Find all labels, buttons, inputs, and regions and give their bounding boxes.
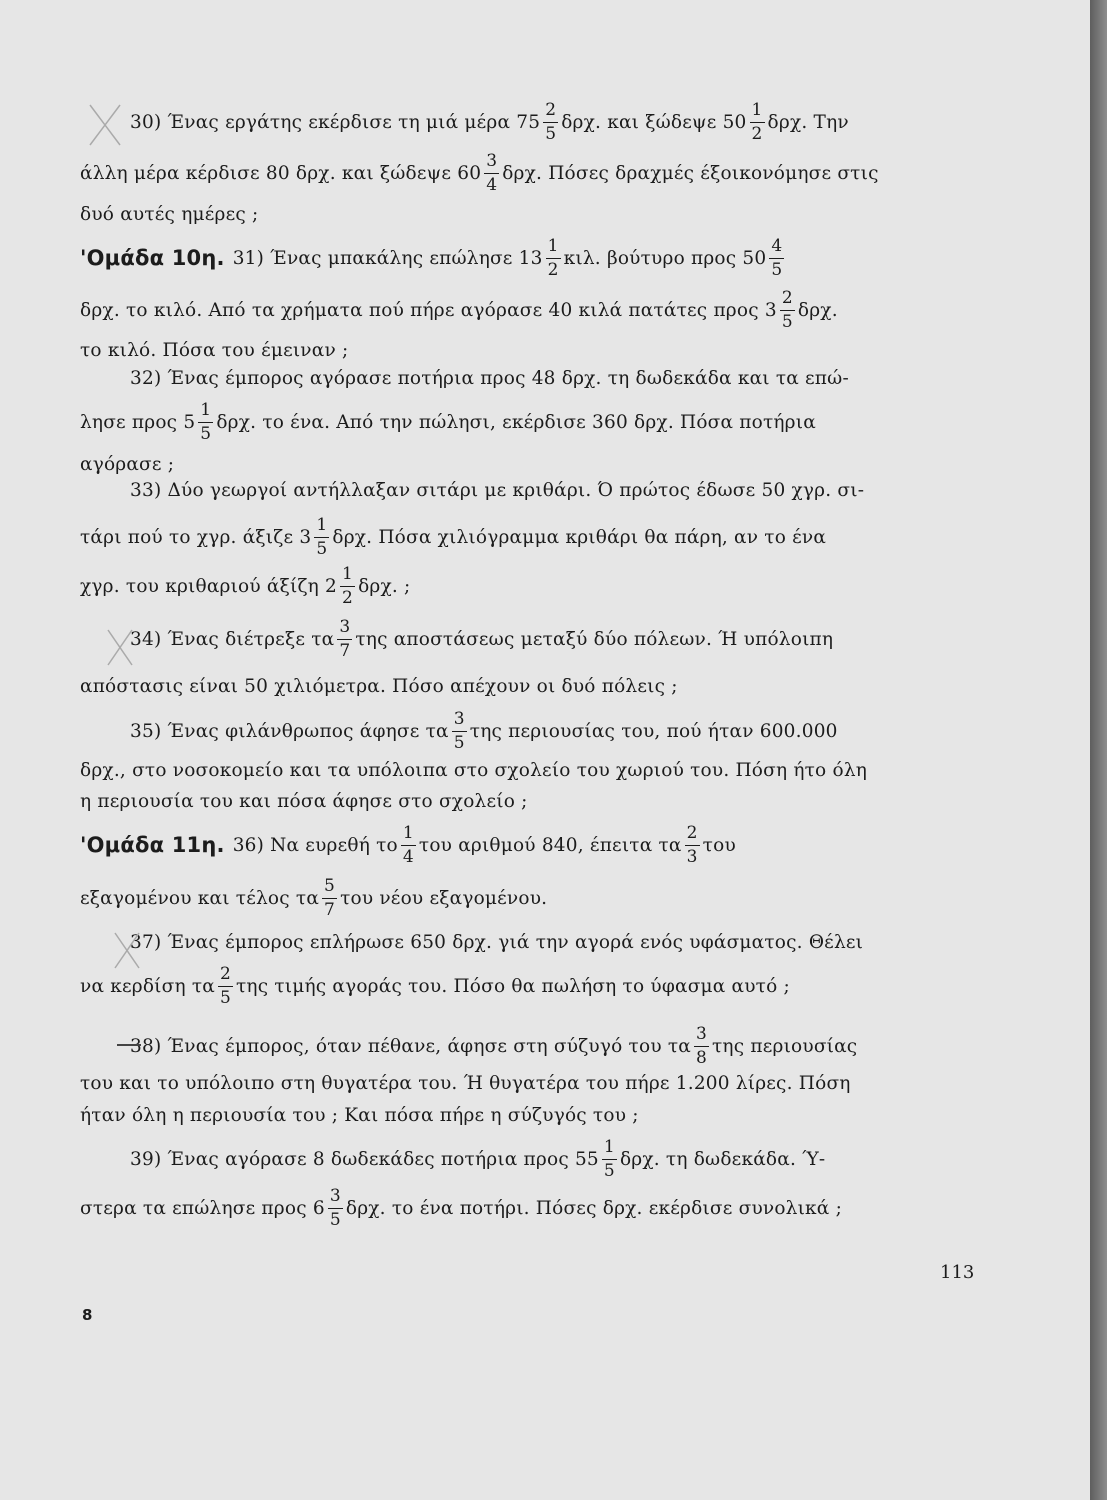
p39-line1: 39) Ένας αγόρασε 8 δωδεκάδες ποτήρια προς 55 $\frac{1}{5}$ δρχ. τη δωδεκάδα. Ύ- <box>130 1136 826 1181</box>
p33-line1: 33) Δύο γεωργοί αντήλλαξαν σιτάρι με κριθάρι. Ό πρώτος έδωσε 50 χγρ. σι- <box>130 479 865 501</box>
p30-line2: άλλη μέρα κέρδισε 80 δρχ. και ξώδεψε 60 $\frac{3}{4}$ δρχ. Πόσες δραχμές έξοικονόμησε στις <box>80 150 879 195</box>
p30-line1: 30) Ένας εργάτης εκέρδισε τη μιά μέρα 75 $\frac{2}{5}$ δρχ. και ξώδεψε 50 $\frac{1}{2}$ δρχ. Την <box>130 99 849 144</box>
fraction: $\frac{1}{4}$ <box>402 822 414 867</box>
pencil-cross-mark <box>112 928 142 973</box>
p36-line2: εξαγομένου και τέλος τα $\frac{5}{7}$ του νέου εξαγομένου. <box>80 875 548 920</box>
fraction: $\frac{1}{5}$ <box>316 514 328 559</box>
p35-line2: δρχ., στο νοσοκομείο και τα υπόλοιπα στο σχολείο του χωριού του. Πόση ήτο όλη <box>80 759 868 781</box>
fraction: $\frac{3}{5}$ <box>329 1185 341 1230</box>
page-edge <box>1090 0 1107 1500</box>
p35-line3: η περιουσία του και πόσα άφησε στο σχολείο ; <box>80 790 528 812</box>
signature-mark: 8 <box>82 1306 93 1324</box>
p34-line1: 34) Ένας διέτρεξε τα $\frac{3}{7}$ της αποστάσεως μεταξύ δύο πόλεων. Ή υπόλοιπη <box>130 616 834 661</box>
fraction: $\frac{1}{2}$ <box>751 99 763 144</box>
fraction: $\frac{5}{7}$ <box>324 875 336 920</box>
p35-line1: 35) Ένας φιλάνθρωπος άφησε τα $\frac{3}{5}$ της περιουσίας του, πού ήταν 600.000 <box>130 708 838 753</box>
p39-line2: στερα τα επώλησε προς 6 $\frac{3}{5}$ δρχ. το ένα ποτήρι. Πόσες δρχ. εκέρδισε συνολικά ; <box>80 1185 843 1230</box>
p31-line1: 'Ομάδα 10η. 31) Ένας μπακάλης επώλησε 13 $\frac{1}{2}$ κιλ. βούτυρο προς 50 $\frac{4}{5}$ <box>80 235 783 280</box>
fraction: $\frac{3}{8}$ <box>695 1023 707 1068</box>
fraction: $\frac{4}{5}$ <box>771 235 783 280</box>
pencil-cross-mark <box>85 100 125 150</box>
pencil-dash-mark <box>115 1040 145 1050</box>
p38-line1: 38) Ένας έμπορος, όταν πέθανε, άφησε στη σύζυγό του τα $\frac{3}{8}$ της περιουσίας <box>130 1023 858 1068</box>
p34-line2: απόστασις είναι 50 χιλιόμετρα. Πόσο απέχουν οι δυό πόλεις ; <box>80 675 678 697</box>
fraction: $\frac{2}{3}$ <box>686 822 698 867</box>
p30-line3: δυό αυτές ημέρες ; <box>80 203 259 225</box>
page-number: 113 <box>940 1262 975 1283</box>
fraction: $\frac{3}{5}$ <box>453 708 465 753</box>
fraction: $\frac{1}{5}$ <box>603 1136 615 1181</box>
fraction: $\frac{3}{7}$ <box>339 616 351 661</box>
p31-line2: δρχ. το κιλό. Από τα χρήματα πού πήρε αγόρασε 40 κιλά πατάτες προς 3 $\frac{2}{5}$ δρχ. <box>80 287 838 332</box>
fraction: $\frac{2}{5}$ <box>219 963 231 1008</box>
p36-line1: 'Ομάδα 11η. 36) Να ευρεθή το $\frac{1}{4}$ του αριθμού 840, έπειτα τα $\frac{2}{3}$ του <box>80 822 736 867</box>
p31-line3: το κιλό. Πόσα του έμειναν ; <box>80 339 349 361</box>
fraction: $\frac{2}{5}$ <box>781 287 793 332</box>
p32-line2: λησε προς 5 $\frac{1}{5}$ δρχ. το ένα. Από την πώλησι, εκέρδισε 360 δρχ. Πόσα ποτήρια <box>80 399 816 444</box>
p33-line3: χγρ. του κριθαριού άξίζη 2 $\frac{1}{2}$ δρχ. ; <box>80 563 411 608</box>
p38-line3: ήταν όλη η περιουσία του ; Και πόσα πήρε η σύζυγός του ; <box>80 1104 639 1126</box>
fraction: $\frac{2}{5}$ <box>545 99 557 144</box>
group-heading: 'Ομάδα 11η. <box>80 833 225 857</box>
fraction: $\frac{1}{5}$ <box>200 399 212 444</box>
p38-line2: του και το υπόλοιπο στη θυγατέρα του. Ή θυγατέρα του πήρε 1.200 λίρες. Πόση <box>80 1072 851 1094</box>
p32-line1: 32) Ένας έμπορος αγόρασε ποτήρια προς 48 δρχ. τη δωδεκάδα και τα επώ- <box>130 367 849 389</box>
pencil-cross-mark <box>105 625 135 670</box>
p37-line1: 37) Ένας έμπορος επλήρωσε 650 δρχ. γιά την αγορά ενός υφάσματος. Θέλει <box>130 931 864 953</box>
p32-line3: αγόρασε ; <box>80 453 175 475</box>
fraction: $\frac{1}{2}$ <box>547 235 559 280</box>
fraction: $\frac{3}{4}$ <box>486 150 498 195</box>
p37-line2: να κερδίση τα $\frac{2}{5}$ της τιμής αγοράς του. Πόσο θα πωλήση το ύφασμα αυτό ; <box>80 963 790 1008</box>
group-heading: 'Ομάδα 10η. <box>80 246 225 270</box>
p33-line2: τάρι πού το χγρ. άξιζε 3 $\frac{1}{5}$ δρχ. Πόσα χιλιόγραμμα κριθάρι θα πάρη, αν το ένα <box>80 514 827 559</box>
fraction: $\frac{1}{2}$ <box>342 563 354 608</box>
